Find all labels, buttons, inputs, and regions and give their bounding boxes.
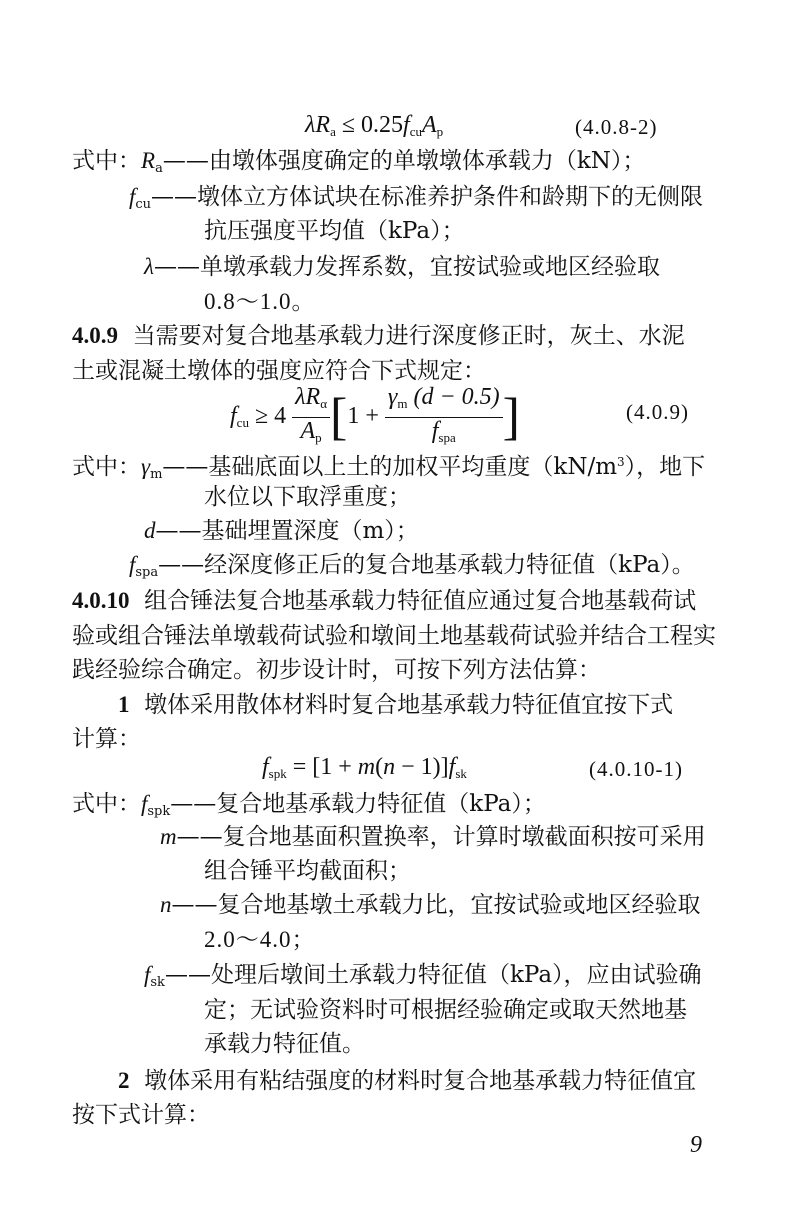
right-bracket: ] — [502, 388, 520, 446]
fraction — [385, 384, 503, 451]
where-line — [160, 822, 706, 852]
symbol-sub: sk — [150, 975, 165, 990]
eq-f: f — [262, 754, 269, 780]
eq-one-plus: 1 + — [347, 403, 385, 430]
eq-op: ≤ 0.25 — [335, 112, 404, 138]
eq-mid: ( — [375, 754, 384, 780]
definition-continuation: 0.8～1.0。 — [204, 289, 316, 314]
definition-continuation: 水位以下取浮重度； — [204, 484, 411, 510]
clause-4-0-10 — [72, 586, 696, 616]
equation-4-0-9 — [230, 384, 520, 451]
eq-A: A — [421, 112, 437, 138]
symbol: d — [144, 518, 156, 543]
item-text-line: 按下式计算： — [72, 1102, 210, 1128]
definition: ——复合地基面积置换率，计算时墩截面积按可采用 — [176, 824, 706, 850]
where-lead: 式中： — [72, 791, 141, 817]
eq-A-sub: p — [436, 124, 444, 139]
symbol: f — [141, 791, 148, 816]
eq-f2-sub: sk — [455, 766, 467, 781]
eq-eq: = [1 + — [286, 754, 358, 780]
item-2 — [118, 1066, 696, 1096]
clause-text-line: 践经验综合确定。初步设计时，可按下列方法估算： — [72, 657, 601, 683]
den-text: f — [431, 418, 439, 444]
clause-4-0-9 — [72, 321, 685, 351]
where-line — [144, 252, 660, 282]
eq-f-sub: spk — [268, 766, 287, 781]
definition: ——由墩体强度确定的单墩墩体承载力（kN）； — [162, 148, 646, 174]
where-lead: 式中： — [72, 148, 141, 174]
symbol-sub: spk — [147, 804, 171, 819]
clause-text-line: 土或混凝土墩体的强度应符合下式规定： — [72, 358, 486, 384]
eq-tail: − 1)] — [395, 754, 449, 780]
symbol-sub: cu — [135, 197, 152, 212]
eq-n: n — [383, 754, 396, 780]
definition: ——复合地基墩土承载力比，宜按试验或地区经验取 — [171, 892, 701, 918]
where-lead: 式中： — [72, 454, 141, 480]
where-line — [72, 146, 645, 184]
item-text: 墩体采用散体材料时复合地基承载力特征值宜按下式 — [144, 692, 674, 718]
eq-lhs: λR — [305, 112, 331, 138]
superscript: 3 — [617, 455, 625, 469]
equation-4-0-8-2 — [305, 112, 443, 140]
symbol: γ — [141, 454, 151, 479]
symbol: f — [129, 184, 136, 209]
eq-geq: ≥ 4 — [248, 403, 287, 430]
page-number: 9 — [690, 1132, 702, 1158]
equation-4-0-10-1 — [262, 754, 467, 782]
definition-continuation: 2.0～4.0； — [204, 927, 316, 952]
eq-f-sub: cu — [236, 415, 249, 431]
symbol: m — [160, 824, 177, 849]
num-gamma: γ — [387, 384, 398, 410]
left-bracket: [ — [330, 388, 348, 446]
where-line — [144, 960, 702, 998]
num-sub: m — [397, 396, 408, 411]
where-line — [160, 890, 701, 920]
equation-number: (4.0.9) — [626, 400, 689, 424]
definition-end: ），地下 — [624, 454, 706, 480]
den-text: A — [300, 418, 316, 444]
definition: ——经深度修正后的复合地基承载力特征值（kPa）。 — [158, 552, 695, 578]
eq-f-sub: cu — [409, 124, 422, 139]
item-text-line: 计算： — [72, 726, 141, 752]
symbol: f — [129, 552, 136, 577]
num-rest: (d − 0.5) — [407, 384, 500, 410]
item-number: 1 — [118, 692, 130, 717]
eq-m: m — [357, 754, 376, 780]
numerator — [292, 384, 330, 418]
eq-f: f — [403, 112, 410, 138]
symbol: f — [144, 962, 151, 987]
where-line — [129, 182, 703, 220]
equation-number: (4.0.10-1) — [589, 757, 683, 781]
den-sub: p — [315, 430, 322, 445]
eq-lhs-sub: a — [330, 124, 336, 139]
definition: ——处理后墩间土承载力特征值（kPa），应由试验确 — [164, 962, 702, 988]
definition-continuation: 组合锤平均截面积； — [204, 858, 411, 884]
equation-number: (4.0.8-2) — [575, 115, 658, 139]
clause-number: 4.0.10 — [72, 588, 130, 613]
eq-f2: f — [448, 754, 456, 780]
num-sub: α — [320, 396, 327, 411]
symbol-sub: a — [155, 161, 163, 176]
where-line — [129, 550, 695, 588]
eq-f: f — [230, 403, 237, 430]
item-text: 墩体采用有粘结强度的材料时复合地基承载力特征值宜 — [144, 1068, 697, 1094]
symbol-sub: m — [150, 467, 163, 482]
definition: ——基础埋置深度（m）； — [155, 518, 419, 544]
clause-text: 组合锤法复合地基承载力特征值应通过复合地基载荷试 — [144, 588, 697, 614]
definition-continuation: 定；无试验资料时可根据经验确定或取天然地基 — [204, 997, 687, 1023]
definition: ——基础底面以上土的加权平均重度（kN/m — [162, 454, 618, 480]
definition-continuation: 承载力特征值。 — [204, 1031, 365, 1057]
definition-continuation: 抗压强度平均值（kPa）； — [204, 218, 465, 244]
symbol: R — [141, 148, 156, 173]
item-1 — [118, 690, 673, 720]
item-number: 2 — [118, 1068, 130, 1093]
den-sub: spa — [438, 430, 456, 445]
fraction — [292, 384, 330, 451]
definition: ——单墩承载力发挥系数，宜按试验或地区经验取 — [153, 254, 660, 280]
definition: ——复合地基承载力特征值（kPa）； — [170, 791, 546, 817]
clause-text-line: 验或组合锤法单墩载荷试验和墩间土地基载荷试验并结合工程实 — [72, 623, 716, 649]
symbol: n — [160, 892, 172, 917]
symbol: λ — [144, 254, 154, 279]
where-line — [144, 516, 419, 546]
numerator — [385, 384, 503, 418]
num-text: λR — [295, 384, 321, 410]
symbol-sub: spa — [135, 565, 159, 580]
clause-text: 当需要对复合地基承载力进行深度修正时，灰土、水泥 — [132, 323, 685, 349]
definition: ——墩体立方体试块在标准养护条件和龄期下的无侧限 — [151, 184, 704, 210]
clause-number: 4.0.9 — [72, 323, 118, 348]
